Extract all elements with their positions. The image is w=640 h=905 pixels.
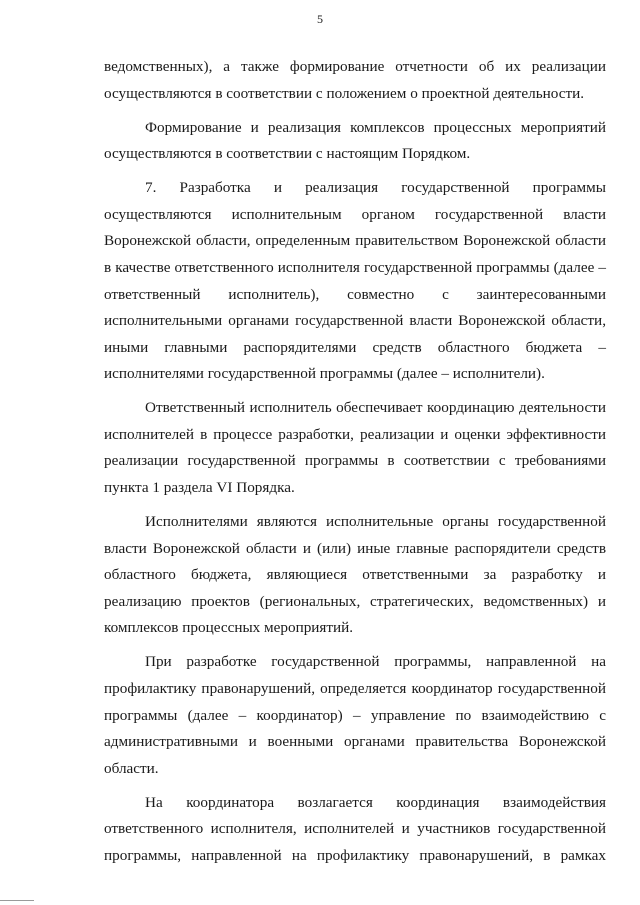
paragraph-item-7: 7. Разработка и реализация государственной программы осуществляются исполнительным органом государственной власти Воронежской области, определенным правительством Воронежской области в качестве ответственного исполнителя государственной программы (далее – ответственный исполнитель), совместно с заинтересованными исполнительными органами государственной власти Воронежской области, иными главными распорядителями средств областного бюджета – исполнителями государственной программы (далее – исполнители). bbox=[104, 179, 606, 383]
scan-edge-mark bbox=[0, 900, 34, 901]
paragraph-coordination: Ответственный исполнитель обеспечивает координацию деятельности исполнителей в процессе разработки, реализации и оценки эффективности реализации государственной программы в соответствии с требованиями пункта 1 раздела VI Порядка. bbox=[104, 399, 606, 497]
paragraph-executors: Исполнителями являются исполнительные органы государственной власти Воронежской области и (или) иные главные распорядители средств областного бюджета, являющиеся ответственными за разработку и реализацию проектов (региональных, стратегических, ведомственных) и комплексов процессных мероприятий. bbox=[104, 513, 606, 637]
paragraph-coordinator: При разработке государственной программы, направленной на профилактику правонарушений, определяется координатор государственной программы (далее – координатор) – управление по взаимодействию с административными и военными органами правительства Воронежской области. bbox=[104, 653, 606, 777]
page-number: 5 bbox=[317, 12, 323, 26]
paragraph-project-activity: ведомственных), а также формирование отчетности об их реализации осуществляются в соответствии с положением о проектной деятельности. bbox=[104, 58, 606, 102]
paragraph-process-complexes: Формирование и реализация комплексов процессных мероприятий осуществляются в соответствии с настоящим Порядком. bbox=[104, 118, 606, 163]
paragraph-coordinator-duties: На координатора возлагается координация взаимодействия ответственного исполнителя, исполнителей и участников государственной программы, направленной на профилактику правонарушений, в рамках bbox=[104, 793, 606, 864]
document-body bbox=[104, 54, 606, 870]
